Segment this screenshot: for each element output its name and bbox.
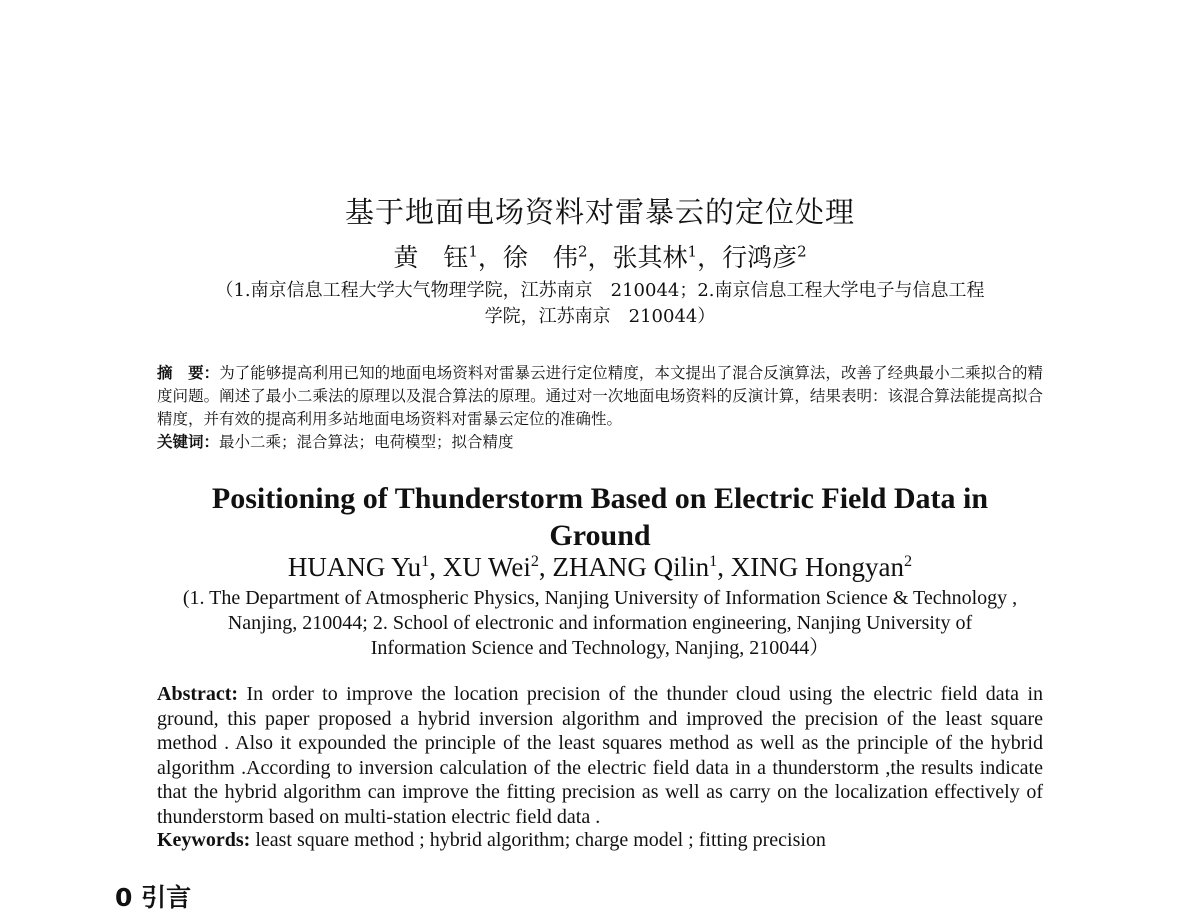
keywords-label: 关键词： xyxy=(157,433,220,451)
author-separator: ， xyxy=(587,243,613,272)
affiliation-line: Information Science and Technology, Nanjing, 210044） xyxy=(370,637,830,659)
author-affiliation-mark: 1 xyxy=(709,552,718,570)
author-affiliation-mark: 1 xyxy=(421,552,430,570)
author-separator: , xyxy=(717,552,731,582)
abstract-text: 为了能够提高利用已知的地面电场资料对雷暴云进行定位精度，本文提出了混合反演算法，改善了经典最小二乘拟合的精度问题。阐述了最小二乘法的原理以及混合算法的原理。通过对一次地面电场资料的反演计算，结果表明：该混合算法能提高拟合精度，并有效的提高利用多站地面电场资料对雷暴云定位的准确性。 xyxy=(157,364,1043,428)
author-separator: , xyxy=(429,552,443,582)
author-separator: , xyxy=(538,552,553,582)
abstract-label: Abstract: xyxy=(157,683,239,705)
affiliation-line: （1.南京信息工程大学大气物理学院，江苏南京 210044；2.南京信息工程大学电子与信息工程 xyxy=(215,280,985,301)
english-keywords xyxy=(157,828,1043,853)
affiliation-line: 学院，江苏南京 210044） xyxy=(484,306,716,327)
author-affiliation-mark: 2 xyxy=(797,242,807,261)
chinese-affiliations xyxy=(150,278,1050,330)
keywords-text: 最小二乘；混合算法；电荷模型；拟合精度 xyxy=(219,433,514,451)
author-separator: ， xyxy=(697,243,723,272)
author-name: XING Hongyan xyxy=(730,552,904,582)
author-affiliation-mark: 1 xyxy=(468,242,478,261)
chinese-abstract xyxy=(157,362,1043,431)
author-name: 黄 钰 xyxy=(393,243,469,272)
chinese-authors xyxy=(150,238,1050,274)
abstract-label: 摘 要： xyxy=(157,364,220,382)
title-line: Positioning of Thunderstorm Based on Electric Field Data in xyxy=(211,482,989,515)
affiliation-line: (1. The Department of Atmospheric Physics, Nanjing University of Information Science & Technology , xyxy=(182,587,1018,609)
keywords-text: least square method ; hybrid algorithm; charge model ; fitting precision xyxy=(255,829,826,851)
section-heading-introduction: 0 引言 xyxy=(115,883,192,912)
author-affiliation-mark: 1 xyxy=(687,242,698,261)
author-name: 徐 伟 xyxy=(502,243,578,272)
author-name: 行鸿彦 xyxy=(722,243,798,272)
author-name: HUANG Yu xyxy=(287,552,422,582)
chinese-keywords xyxy=(157,431,1043,454)
chinese-title: 基于地面电场资料对雷暴云的定位处理 xyxy=(344,195,855,229)
author-name: 张其林 xyxy=(612,243,688,272)
author-affiliation-mark: 2 xyxy=(530,552,539,570)
title-line: Ground xyxy=(549,519,651,552)
english-abstract xyxy=(157,682,1043,829)
affiliation-line: Nanjing, 210044; 2. School of electronic and information engineering, Nanjing University of xyxy=(227,612,973,634)
keywords-label: Keywords: xyxy=(157,829,251,851)
english-authors xyxy=(150,552,1050,583)
author-name: ZHANG Qilin xyxy=(552,552,710,582)
author-separator: ， xyxy=(477,243,503,272)
english-title xyxy=(150,480,1050,554)
author-affiliation-mark: 2 xyxy=(904,552,913,570)
author-affiliation-mark: 2 xyxy=(577,242,588,261)
abstract-text: In order to improve the location precision of the thunder cloud using the electric field data in ground, this paper proposed a hybrid inversion algorithm and improved the precision of the least square method . Also it expounded the principle of the least squares method as well as the principle of the hybrid algorithm .According to inversion calculation of the electric field data in a thunderstorm ,the results indicate that the hybrid algorithm can improve the fitting precision as well as carry on the localization effectively of thunderstorm based on multi-station electric field data . xyxy=(157,683,1044,828)
english-affiliations xyxy=(150,586,1050,661)
author-name: XU Wei xyxy=(442,552,531,582)
